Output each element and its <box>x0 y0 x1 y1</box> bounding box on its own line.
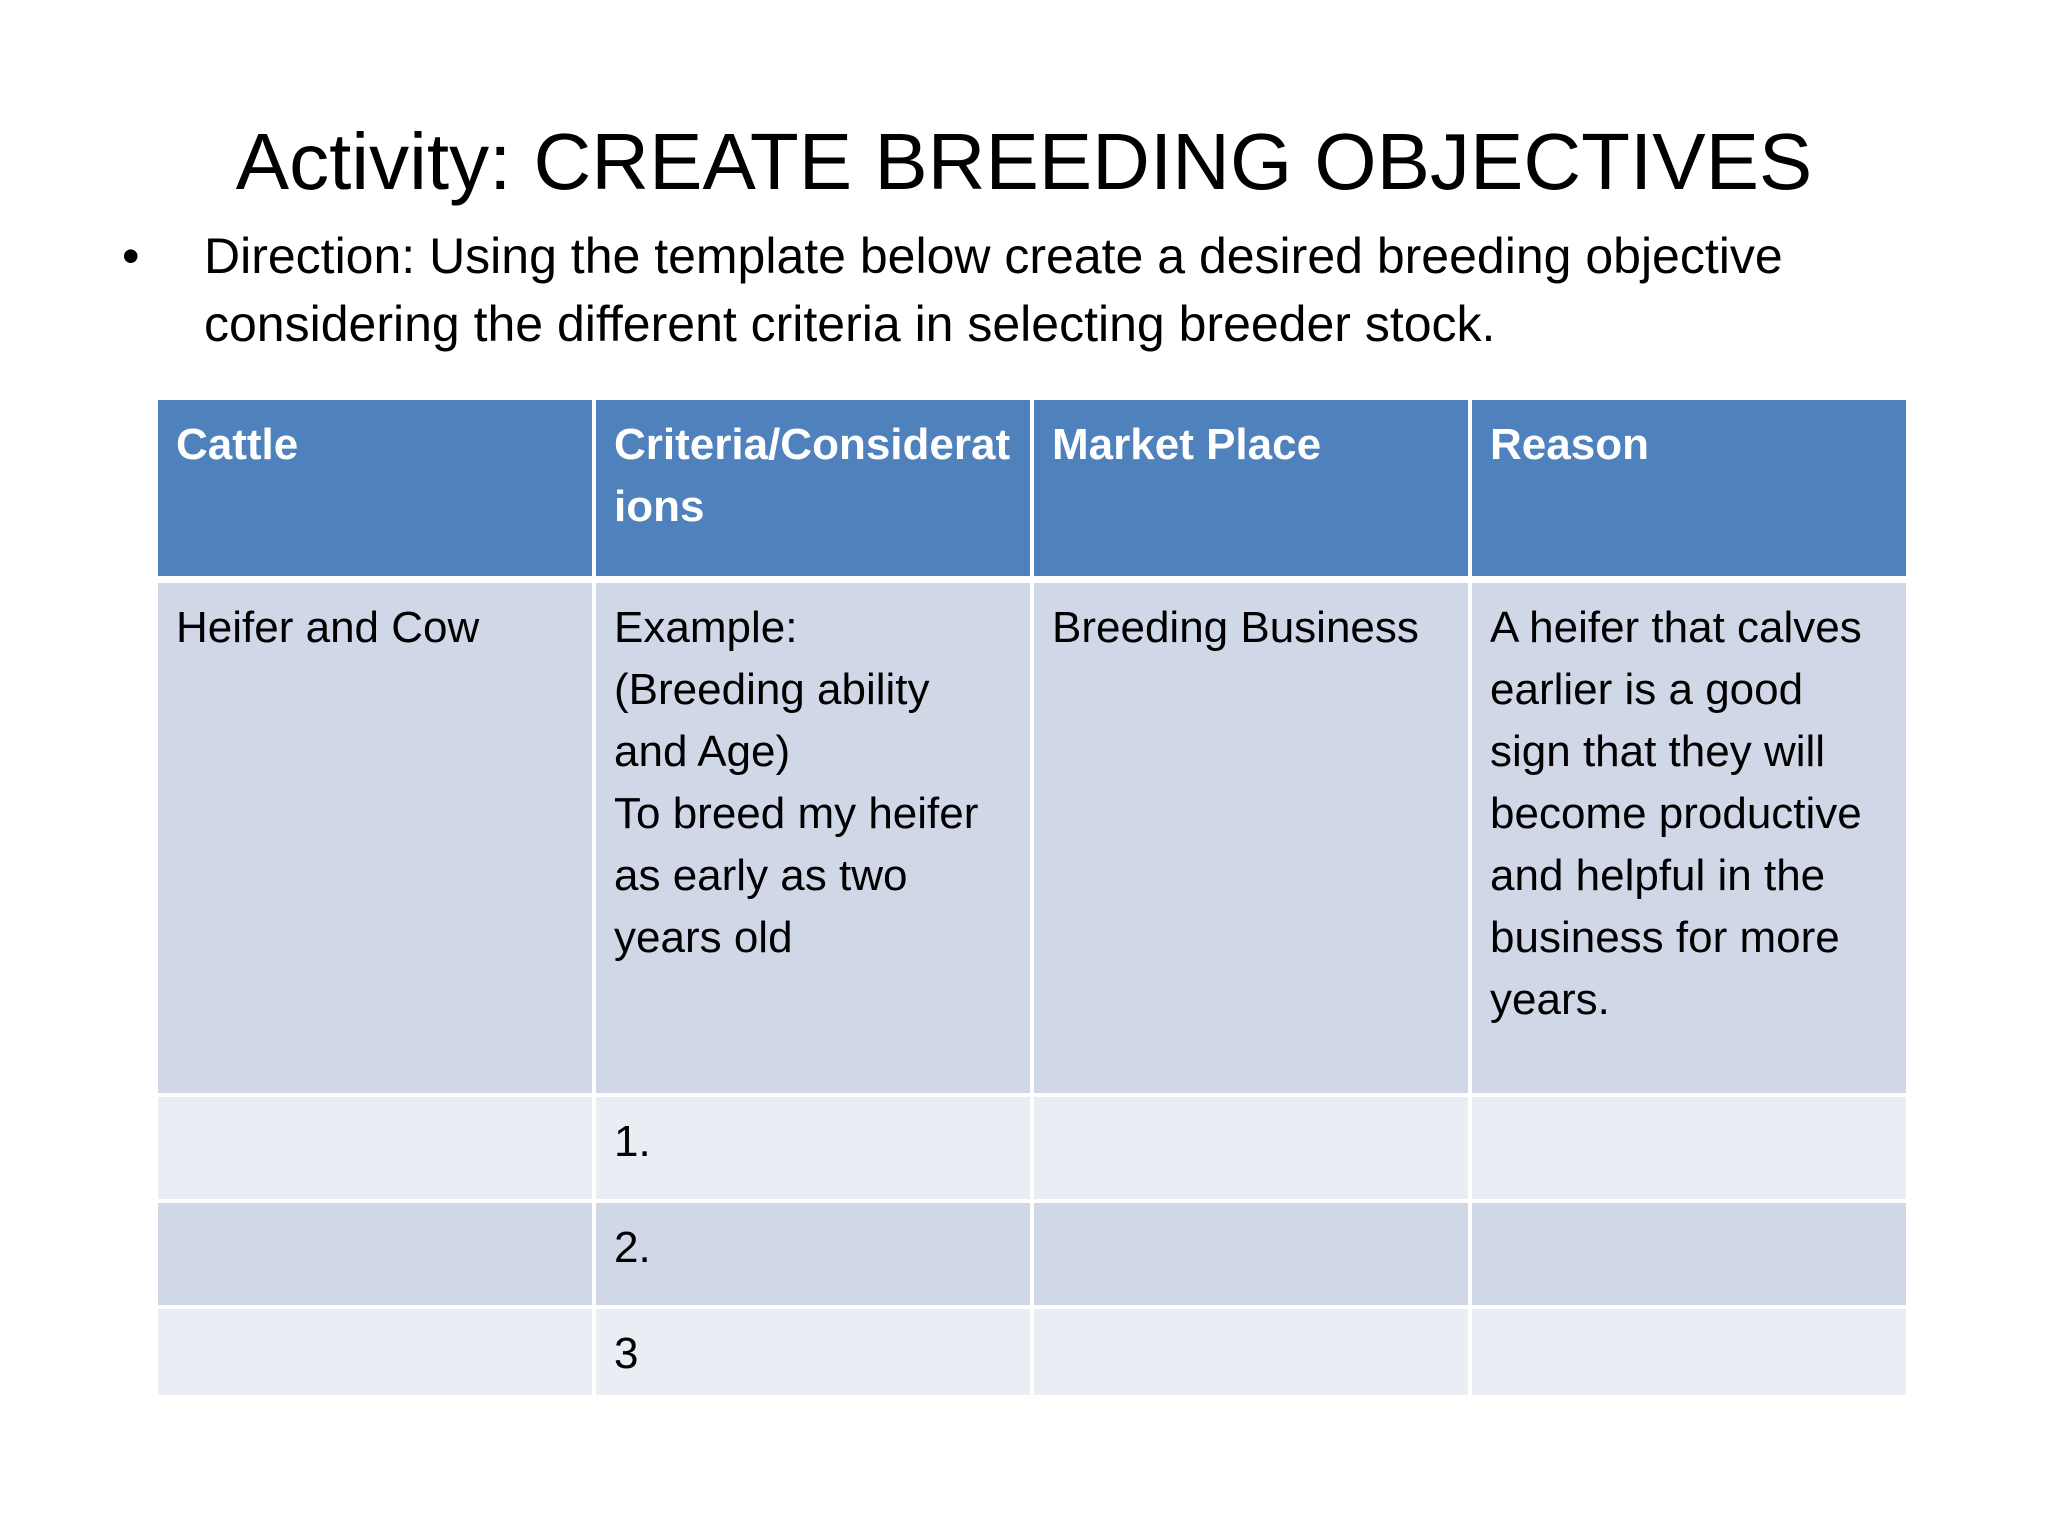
bullet-point-icon: • <box>122 228 140 284</box>
direction-bullet <box>122 222 1912 358</box>
criteria-example-label: Example: <box>614 603 798 652</box>
header-criteria: Criteria/Considerations <box>594 398 1032 580</box>
breeding-objectives-table <box>154 396 1910 1399</box>
table-row <box>156 1095 1908 1201</box>
header-cattle: Cattle <box>156 398 594 580</box>
cell-criteria <box>594 580 1032 1096</box>
table-row <box>156 1201 1908 1307</box>
header-reason: Reason <box>1470 398 1908 580</box>
table-row <box>156 1307 1908 1397</box>
cell-reason <box>1470 1307 1908 1397</box>
cell-market-place: Breeding Business <box>1032 580 1470 1096</box>
direction-text: Direction: Using the template below create a desired breeding objective considering the different criteria in selecting breeder stock. <box>204 228 1783 352</box>
cell-reason <box>1470 1095 1908 1201</box>
cell-criteria: 1. <box>594 1095 1032 1201</box>
header-market-place: Market Place <box>1032 398 1470 580</box>
criteria-example-objective: To breed my heifer as early as two years old <box>614 789 979 962</box>
slide-title: Activity: CREATE BREEDING OBJECTIVES <box>235 117 1813 206</box>
cell-market-place <box>1032 1201 1470 1307</box>
cell-cattle <box>156 1095 594 1201</box>
table-header-row <box>156 398 1908 580</box>
cell-criteria: 3 <box>594 1307 1032 1397</box>
table-row <box>156 580 1908 1096</box>
criteria-example-category: (Breeding ability and Age) <box>614 665 930 776</box>
cell-cattle <box>156 1201 594 1307</box>
cell-reason: A heifer that calves earlier is a good sign that they will become productive and helpful in the business for more years. <box>1470 580 1908 1096</box>
cell-cattle <box>156 1307 594 1397</box>
cell-criteria: 2. <box>594 1201 1032 1307</box>
cell-market-place <box>1032 1307 1470 1397</box>
cell-market-place <box>1032 1095 1470 1201</box>
cell-cattle: Heifer and Cow <box>156 580 594 1096</box>
cell-reason <box>1470 1201 1908 1307</box>
